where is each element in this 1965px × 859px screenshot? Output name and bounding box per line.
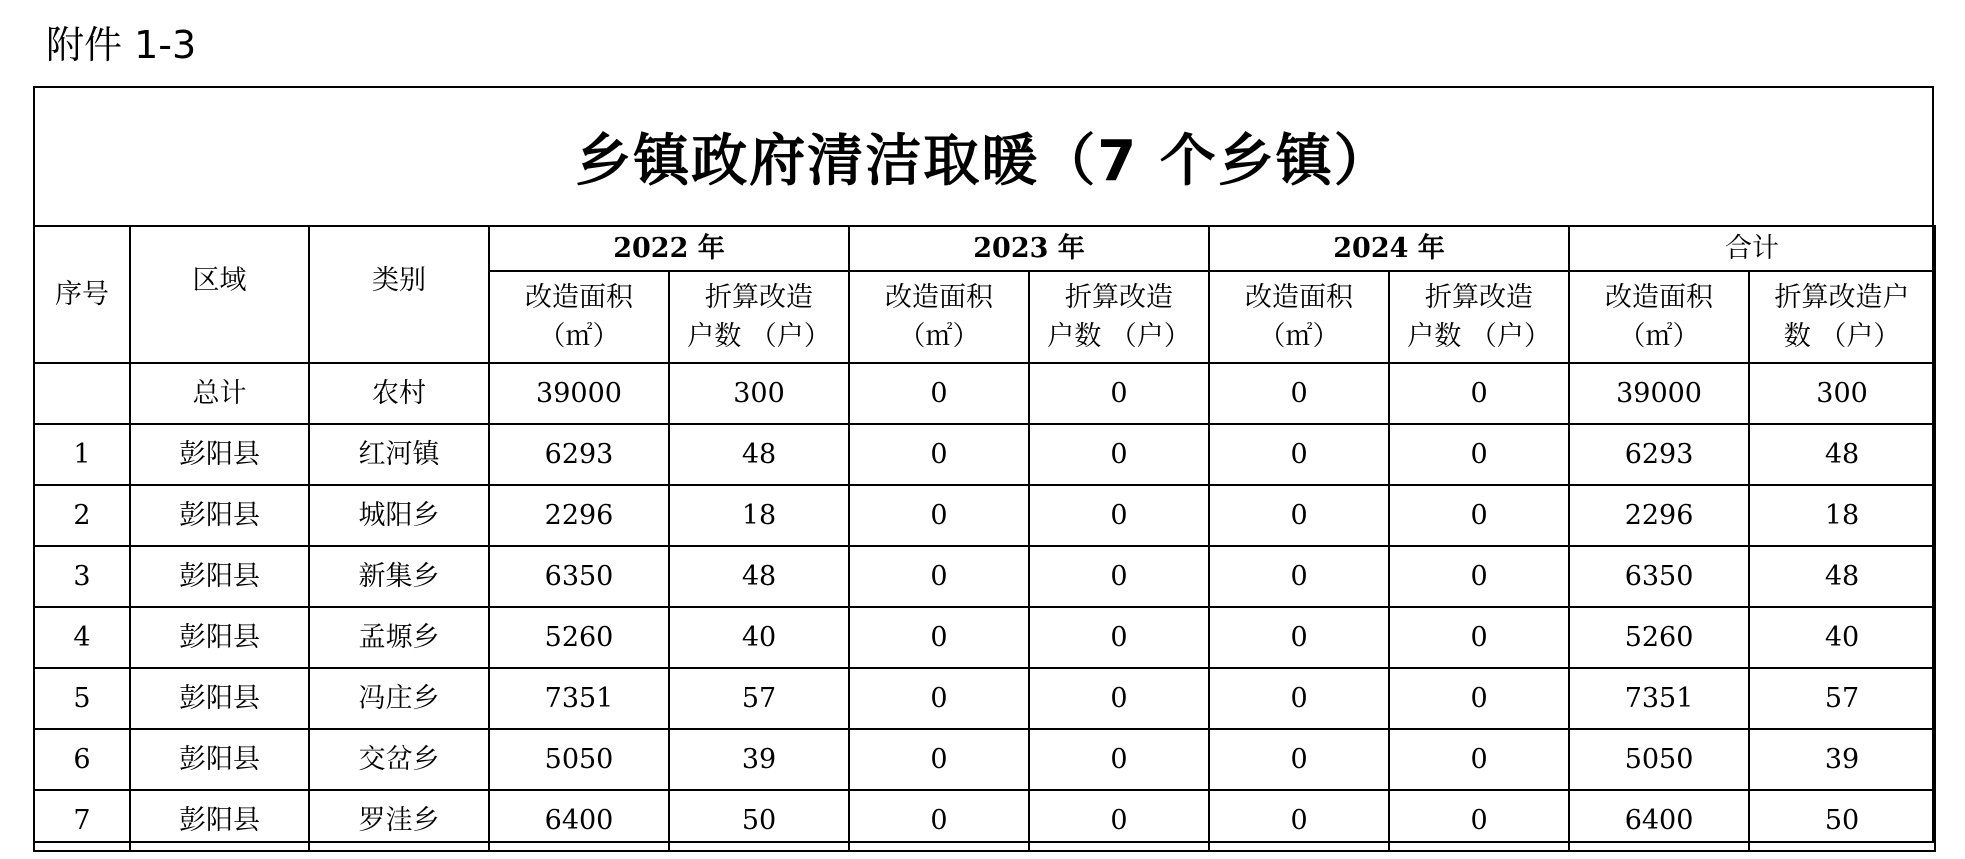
- row-cell: 5050: [489, 729, 669, 790]
- row-cell: 0: [849, 485, 1029, 546]
- row-cell: 0: [849, 424, 1029, 485]
- total-cell: 0: [1209, 363, 1389, 424]
- row-cell: 0: [1209, 607, 1389, 668]
- total-cell: 39000: [1569, 363, 1749, 424]
- header-year-2022: 2022 年: [489, 226, 849, 271]
- header-total: 合计: [1569, 226, 1935, 271]
- row-seq: 7: [34, 790, 130, 851]
- row-cell: 0: [1389, 668, 1569, 729]
- row-cell: 5260: [1569, 607, 1749, 668]
- row-cell: 0: [1389, 790, 1569, 851]
- table-row: [34, 546, 1935, 607]
- row-cell: 39: [669, 729, 849, 790]
- header-year-2024: 2024 年: [1209, 226, 1569, 271]
- table-row: [34, 424, 1935, 485]
- total-cell: 0: [1389, 363, 1569, 424]
- heating-table: [33, 225, 1936, 852]
- total-cell: 39000: [489, 363, 669, 424]
- row-cell: 6350: [1569, 546, 1749, 607]
- row-cell: 48: [1749, 424, 1935, 485]
- row-cell: 0: [1389, 424, 1569, 485]
- row-category: 孟塬乡: [309, 607, 489, 668]
- row-cell: 57: [669, 668, 849, 729]
- row-cell: 2296: [1569, 485, 1749, 546]
- header-households-2023: 折算改造 户数 （户）: [1029, 271, 1209, 363]
- row-cell: 0: [1209, 668, 1389, 729]
- header-category: 类别: [309, 226, 489, 363]
- row-cell: 0: [1029, 546, 1209, 607]
- row-cell: 18: [1749, 485, 1935, 546]
- header-region: 区域: [130, 226, 309, 363]
- header-households-total: 折算改造户 数 （户）: [1749, 271, 1935, 363]
- row-cell: 0: [1209, 729, 1389, 790]
- row-cell: 0: [1029, 607, 1209, 668]
- header-households-2024: 折算改造 户数 （户）: [1389, 271, 1569, 363]
- total-category: 农村: [309, 363, 489, 424]
- table-row: [34, 607, 1935, 668]
- row-cell: 48: [669, 546, 849, 607]
- row-cell: 0: [849, 668, 1029, 729]
- row-seq: 2: [34, 485, 130, 546]
- header-households-2022: 折算改造 户数 （户）: [669, 271, 849, 363]
- total-cell: 0: [849, 363, 1029, 424]
- row-region: 彭阳县: [130, 607, 309, 668]
- row-region: 彭阳县: [130, 485, 309, 546]
- row-region: 彭阳县: [130, 424, 309, 485]
- row-cell: 57: [1749, 668, 1935, 729]
- header-area-2023: 改造面积 （㎡）: [849, 271, 1029, 363]
- row-cell: 39: [1749, 729, 1935, 790]
- row-cell: 18: [669, 485, 849, 546]
- row-region: 彭阳县: [130, 668, 309, 729]
- row-cell: 0: [1209, 546, 1389, 607]
- row-seq: 1: [34, 424, 130, 485]
- header-area-total: 改造面积 （㎡）: [1569, 271, 1749, 363]
- header-year-2023: 2023 年: [849, 226, 1209, 271]
- row-cell: 0: [1389, 607, 1569, 668]
- row-category: 新集乡: [309, 546, 489, 607]
- row-cell: 0: [849, 546, 1029, 607]
- total-cell: 0: [1029, 363, 1209, 424]
- row-category: 冯庄乡: [309, 668, 489, 729]
- row-seq: 6: [34, 729, 130, 790]
- row-cell: 40: [669, 607, 849, 668]
- row-cell: 0: [1209, 424, 1389, 485]
- row-cell: 0: [1389, 485, 1569, 546]
- row-cell: 6400: [1569, 790, 1749, 851]
- row-cell: 48: [669, 424, 849, 485]
- row-seq: 3: [34, 546, 130, 607]
- row-cell: 0: [1029, 790, 1209, 851]
- row-cell: 50: [1749, 790, 1935, 851]
- header-area-2022: 改造面积 （㎡）: [489, 271, 669, 363]
- row-region: 彭阳县: [130, 729, 309, 790]
- row-cell: 6293: [1569, 424, 1749, 485]
- row-cell: 48: [1749, 546, 1935, 607]
- table-row: [34, 668, 1935, 729]
- row-cell: 0: [1209, 485, 1389, 546]
- row-cell: 5260: [489, 607, 669, 668]
- row-category: 城阳乡: [309, 485, 489, 546]
- row-cell: 6350: [489, 546, 669, 607]
- row-cell: 0: [849, 607, 1029, 668]
- row-cell: 0: [1209, 790, 1389, 851]
- header-seq: 序号: [34, 226, 130, 363]
- table-frame: [33, 86, 1934, 843]
- row-cell: 0: [1029, 485, 1209, 546]
- row-cell: 40: [1749, 607, 1935, 668]
- row-region: 彭阳县: [130, 546, 309, 607]
- row-cell: 6400: [489, 790, 669, 851]
- table-row: [34, 485, 1935, 546]
- row-cell: 7351: [1569, 668, 1749, 729]
- row-cell: 0: [1389, 546, 1569, 607]
- total-cell: 300: [1749, 363, 1935, 424]
- row-category: 红河镇: [309, 424, 489, 485]
- total-region: 总计: [130, 363, 309, 424]
- table-row: [34, 729, 1935, 790]
- row-cell: 6293: [489, 424, 669, 485]
- row-cell: 0: [1029, 668, 1209, 729]
- table-title: 乡镇政府清洁取暖（7 个乡镇）: [575, 128, 1392, 194]
- total-row: [34, 363, 1935, 424]
- row-cell: 0: [1389, 729, 1569, 790]
- table-row: [34, 790, 1935, 851]
- row-seq: 5: [34, 668, 130, 729]
- attachment-label: 附件 1-3: [46, 23, 197, 67]
- row-cell: 0: [1029, 729, 1209, 790]
- row-cell: 0: [849, 790, 1029, 851]
- row-cell: 2296: [489, 485, 669, 546]
- row-category: 罗洼乡: [309, 790, 489, 851]
- total-seq: [34, 363, 130, 424]
- row-region: 彭阳县: [130, 790, 309, 851]
- row-cell: 0: [1029, 424, 1209, 485]
- row-cell: 0: [849, 729, 1029, 790]
- row-cell: 5050: [1569, 729, 1749, 790]
- total-cell: 300: [669, 363, 849, 424]
- row-cell: 7351: [489, 668, 669, 729]
- header-row-years: [34, 226, 1935, 271]
- row-category: 交岔乡: [309, 729, 489, 790]
- row-seq: 4: [34, 607, 130, 668]
- header-area-2024: 改造面积 （㎡）: [1209, 271, 1389, 363]
- row-cell: 50: [669, 790, 849, 851]
